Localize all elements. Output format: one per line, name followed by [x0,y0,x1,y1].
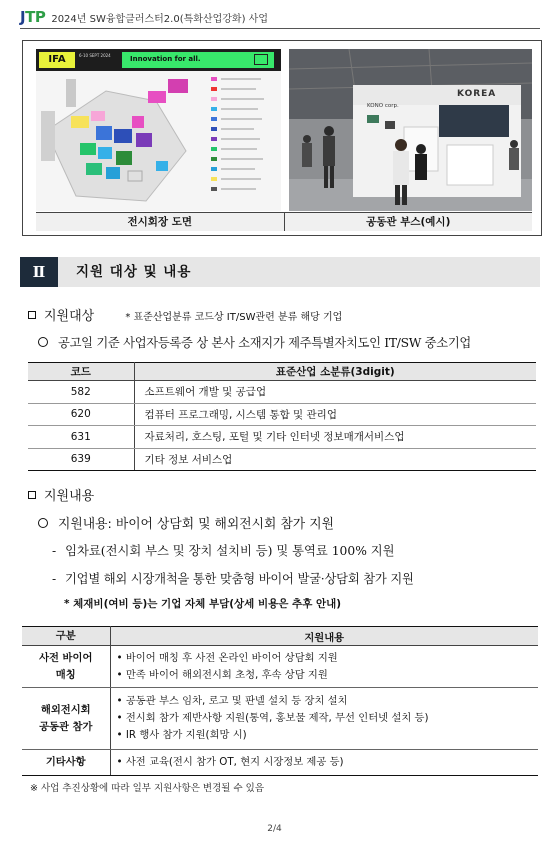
list-item: • 전시회 참가 제반사항 지원(통역, 홍보물 제작, 무선 인터넷 설치 등) [116,712,429,724]
list-item: • 바이어 매칭 후 사전 온라인 바이어 상담회 지원 [116,651,338,664]
circle-bullet-icon [38,337,48,347]
content-cell [110,646,538,688]
circle-bullet-icon [38,518,48,528]
dash-marker: - [52,544,57,558]
support-warning: * 체재비(여비 등)는 기업 자체 부담(상세 비용은 추후 안내) [64,598,342,610]
support-heading-line [28,485,94,504]
column-header-classification: 표준산업 소분류(3digit) [134,363,536,381]
classification-cell: 소프트웨어 개발 및 공급업 [134,381,536,404]
support-heading: 지원내용 [44,489,95,504]
industry-code-table [28,362,536,471]
eligibility-bullet-line [38,333,471,351]
caption-floor-map: 전시회장 도면 [36,213,285,231]
square-bullet-icon [28,491,36,499]
section-title: 지원 대상 및 내용 [76,264,192,280]
eligibility-bullet: 공고일 기준 사업자등록증 상 본사 소재지가 제주특별자치도인 IT/SW 중소기업 [58,336,472,350]
booth-brand-sign: KONO corp. [367,103,399,109]
eligibility-heading-line [28,305,342,324]
exhibition-floor-map-image [36,49,281,211]
code-cell: 620 [28,403,134,426]
ifa-tagline-banner [122,52,274,68]
dash-marker: - [52,572,56,586]
photo-captions [36,212,532,231]
ifa-logo: IFA [39,52,75,68]
list-item: • 공동관 부스 임차, 로고 및 판넬 설치 등 장치 설치 [116,695,348,707]
category-cell: 해외전시회 공동관 참가 [22,688,110,750]
footnote: ※ 사업 추진상황에 따라 일부 지원사항은 변경될 수 있음 [30,783,265,794]
page-header [20,6,540,28]
table-row [22,750,538,776]
square-bullet-icon [28,311,36,319]
classification-cell: 자료처리, 호스팅, 포털 및 기타 인터넷 정보매개서비스업 [134,426,536,449]
table-header-row [28,363,536,381]
support-bullet: 지원내용: 바이어 상담회 및 해외전시회 참가 지원 [58,517,334,532]
content-cell [110,750,538,776]
section-heading [20,257,540,287]
column-header-category: 구분 [22,627,110,646]
eligibility-heading: 지원대상 [44,309,95,324]
classification-cell: 기타 정보 서비스업 [134,448,536,471]
support-dash-2: 기업별 해외 시장개척을 통한 맞춤형 바이어 발굴·상담회 참가 지원 [64,572,414,586]
support-dash-line-1 [52,541,395,559]
ifa-banner [36,49,281,71]
table-row [22,646,538,688]
code-cell: 639 [28,448,134,471]
classification-cell: 컴퓨터 프로그래밍, 시스템 통합 및 관리업 [134,403,536,426]
ifa-date: 6-10 SEPT 2024 [79,53,111,58]
content-cell [110,688,538,750]
support-bullet-line [38,513,334,532]
list-item: • 사전 교육(전시 참가 OT, 현지 시장정보 제공 등) [116,756,344,768]
booth-photo-drawing [289,49,532,211]
category-cell: 기타사항 [22,750,110,776]
caption-booth-example: 공동관 부스(예시) [366,216,451,228]
photo-box [22,40,542,236]
support-content-table [22,626,538,776]
column-header-content: 지원내용 [110,627,538,646]
code-cell: 631 [28,426,134,449]
table-header-row [22,627,538,646]
support-dash-1: 임차료(전시회 부스 및 장치 설치비 등) 및 통역료 100% 지원 [65,544,395,558]
table-row [28,448,536,471]
list-item: • IR 행사 참가 지원(희망 시) [116,729,247,741]
section-number: Ⅱ [20,257,58,287]
column-header-code: 코드 [28,363,134,381]
jtp-logo: JTP [20,8,46,26]
eligibility-note: * 표준산업분류 코드상 IT/SW관련 분류 해당 기업 [125,312,343,323]
support-dash-line-2 [52,569,414,587]
page-number: 2/4 [267,824,282,834]
table-row [22,688,538,750]
category-cell: 사전 바이어 매칭 [22,646,110,688]
code-cell: 582 [28,381,134,404]
header-divider [20,28,540,29]
floor-map-drawing [36,71,281,211]
table-row [28,381,536,404]
joint-pavilion-booth-photo [289,49,532,211]
list-item: • 만족 바이어 해외전시회 초청, 후속 상담 지원 [116,668,328,681]
ifa-mark-icon [254,54,268,65]
table-row [28,403,536,426]
ifa-tagline: Innovation for all. [130,55,201,63]
booth-korea-sign: KOREA [457,89,497,99]
table-row [28,426,536,449]
header-title: 2024년 SW융합클러스터2.0(특화산업강화) 사업 [51,13,268,25]
